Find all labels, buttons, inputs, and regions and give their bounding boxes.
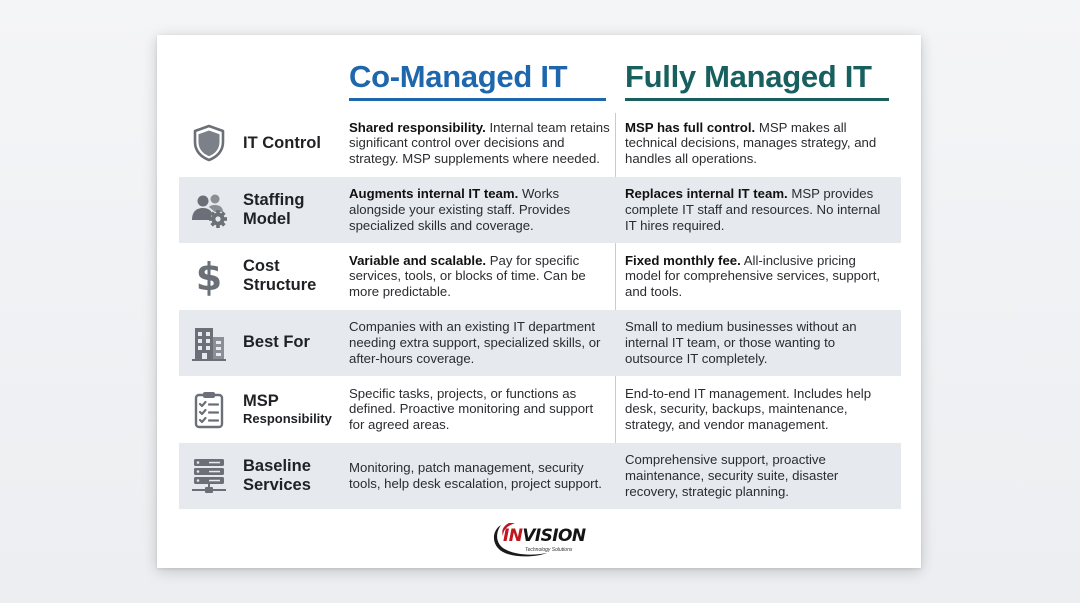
users-gear-icon xyxy=(187,188,231,232)
table-row-cost-structure xyxy=(179,243,901,310)
fully-managed-heading: Fully Managed IT xyxy=(625,59,872,94)
fully-managed-cell xyxy=(625,376,887,443)
table-row-baseline-services xyxy=(179,443,901,510)
row-label xyxy=(243,110,347,177)
co-managed-heading-rule xyxy=(349,98,606,101)
comparison-card xyxy=(157,35,921,568)
logo-wordmark-prefix: IN xyxy=(503,526,523,546)
table-row-msp-responsibility xyxy=(179,376,901,443)
row-label xyxy=(243,177,347,244)
fully-managed-cell xyxy=(625,177,887,244)
row-label xyxy=(243,310,347,377)
fully-managed-cell xyxy=(625,443,887,510)
table-row-it-control xyxy=(179,110,901,177)
logo-wordmark-rest: VISION xyxy=(522,526,586,546)
svg-text:$: $ xyxy=(195,256,223,296)
co-managed-heading: Co-Managed IT xyxy=(349,59,568,94)
cell-text: Monitoring, patch management, security tools, help desk escalation, project support. xyxy=(349,460,602,491)
cell-bold-lead: Fixed monthly fee. xyxy=(625,252,741,268)
cell-text: End-to-end IT management. Includes help desk, security, backups, maintenance, strategy, and vendor management. xyxy=(625,385,872,433)
cell-bold-lead: Variable and scalable. xyxy=(349,252,487,268)
row-label-subtext: Responsibility xyxy=(243,410,332,426)
cell-text: Pay for specific services, tools, or blocks of time. Can be more predictable. xyxy=(349,252,586,300)
cell-text: Works alongside your existing staff. Provides specialized skills and coverage. xyxy=(349,186,571,233)
co-managed-cell xyxy=(349,310,611,377)
cell-text: MSP provides complete IT staff and resources. No internal IT hires required. xyxy=(625,186,881,233)
co-managed-cell xyxy=(349,376,611,443)
shield-icon xyxy=(187,121,231,165)
clipboard-checklist-icon xyxy=(187,387,231,431)
cell-bold-lead: Augments internal IT team. xyxy=(349,186,519,202)
cell-bold-lead: MSP has full control. xyxy=(625,119,756,135)
row-label-text: Baseline Services xyxy=(243,456,311,494)
logo-tagline: Technology Solutions xyxy=(525,547,573,553)
cell-text: Internal team retains significant control over decisions and strategy. MSP supplements where needed. xyxy=(349,119,610,167)
row-label xyxy=(243,243,347,310)
cell-text: All-inclusive pricing model for comprehensive services, support, and tools. xyxy=(625,252,881,300)
row-label-text: Staffing Model xyxy=(243,190,305,228)
co-managed-cell xyxy=(349,443,611,510)
building-icon xyxy=(187,321,231,365)
row-label-text: MSP xyxy=(243,391,279,410)
cell-bold-lead: Shared responsibility. xyxy=(349,119,486,135)
co-managed-cell xyxy=(349,243,611,310)
cell-text: Specific tasks, projects, or functions as defined. Proactive monitoring and support for agreed areas. xyxy=(349,385,594,433)
co-managed-cell xyxy=(349,177,611,244)
row-label-text: Cost Structure xyxy=(243,257,317,295)
cell-text: MSP makes all technical decisions, manages strategy, and handles all operations. xyxy=(625,119,877,167)
cell-text: Small to medium businesses without an internal IT team, or those wanting to outsource IT completely. xyxy=(625,319,857,366)
invision-logo xyxy=(489,517,589,561)
cell-text: Comprehensive support, proactive maintenance, security suite, disaster recovery, strategic planning. xyxy=(625,452,839,499)
row-label-text: Best For xyxy=(243,333,310,352)
table-row-staffing-model xyxy=(179,177,901,244)
row-label xyxy=(243,443,347,510)
cell-text: Companies with an existing IT department needing extra support, specialized skills, or after-hours coverage. xyxy=(349,319,601,366)
server-network-icon xyxy=(187,454,231,498)
logo-wordmark xyxy=(503,526,586,546)
row-label-text: IT Control xyxy=(243,133,321,152)
fully-managed-cell xyxy=(625,110,887,177)
co-managed-cell xyxy=(349,110,611,177)
fully-managed-cell xyxy=(625,243,887,310)
cell-bold-lead: Replaces internal IT team. xyxy=(625,186,788,202)
comparison-rows xyxy=(179,110,901,509)
fully-managed-heading-rule xyxy=(625,98,889,101)
fully-managed-cell xyxy=(625,310,887,377)
row-label xyxy=(243,376,347,443)
dollar-icon xyxy=(187,254,231,298)
table-row-best-for xyxy=(179,310,901,377)
